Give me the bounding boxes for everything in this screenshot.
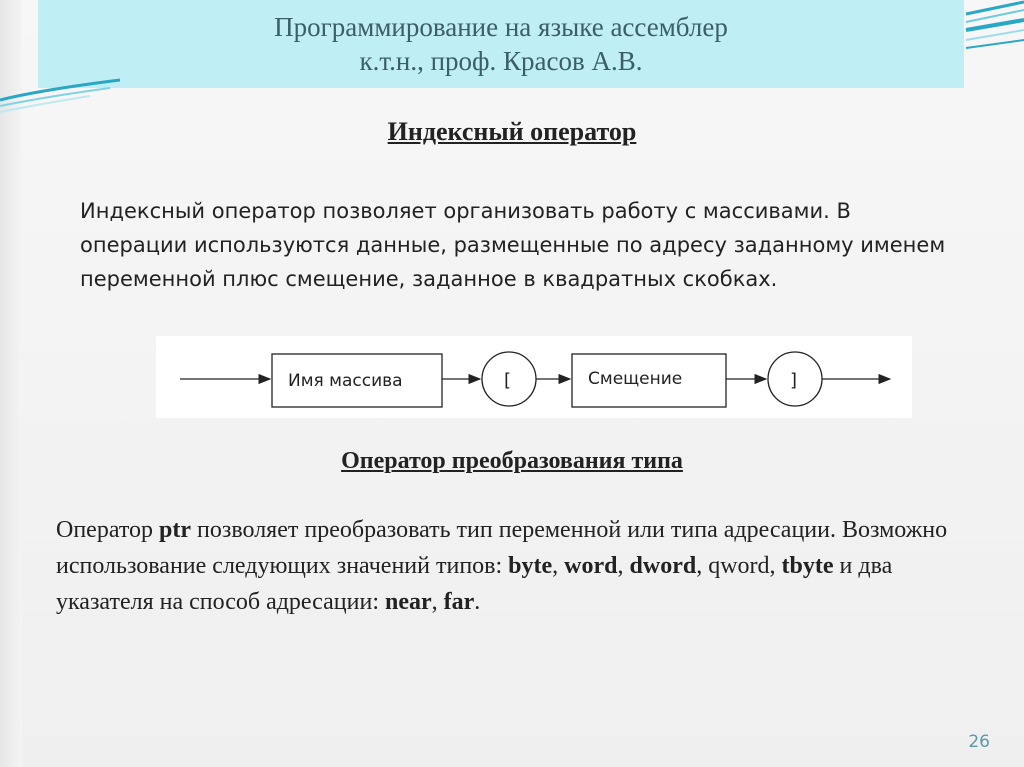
type-conversion-description xyxy=(56,512,986,620)
text-segment: . xyxy=(474,589,481,615)
index-operator-description: Индексный оператор позволяет организовать работу с массивами. В операции используются данные, размещенные по адресу заданному именем переменной плюс смещение, заданное в квадратных скобках. xyxy=(80,199,946,291)
array-name-label: Имя массива xyxy=(288,371,403,391)
text-segment: , xyxy=(552,553,565,579)
text-segment: , xyxy=(617,553,630,579)
open-bracket-label: [ xyxy=(504,370,512,391)
syntax-diagram xyxy=(156,336,912,418)
text-segment: и два указателя на способ адресации: xyxy=(56,553,893,615)
keyword-dword: dword xyxy=(629,553,697,579)
keyword-word: word xyxy=(564,553,618,579)
syntax-diagram-svg xyxy=(156,336,912,418)
heading-index-operator: Индексный оператор xyxy=(387,117,637,146)
keyword-tbyte: tbyte xyxy=(781,553,834,579)
keyword-near: near xyxy=(384,589,432,615)
slide-number: 26 xyxy=(968,732,990,752)
keyword-byte: byte xyxy=(508,553,553,579)
offset-label: Смещение xyxy=(588,369,683,389)
keyword-far: far xyxy=(443,589,475,615)
text-segment: , qword, xyxy=(696,553,782,579)
text-segment: позволяет преобразовать тип переменной или типа адресации. Возможно использование следующих значений типов: xyxy=(56,517,948,579)
title-line-2: к.т.н., проф. Красов А.В. xyxy=(359,46,643,76)
text-segment: Оператор xyxy=(56,517,160,543)
close-bracket-label: ] xyxy=(790,370,798,391)
keyword-ptr: ptr xyxy=(159,517,192,543)
text-segment: , xyxy=(431,589,444,615)
heading-type-conversion: Оператор преобразования типа xyxy=(341,448,683,474)
title-line-1: Программирование на языке ассемблер xyxy=(274,12,728,42)
